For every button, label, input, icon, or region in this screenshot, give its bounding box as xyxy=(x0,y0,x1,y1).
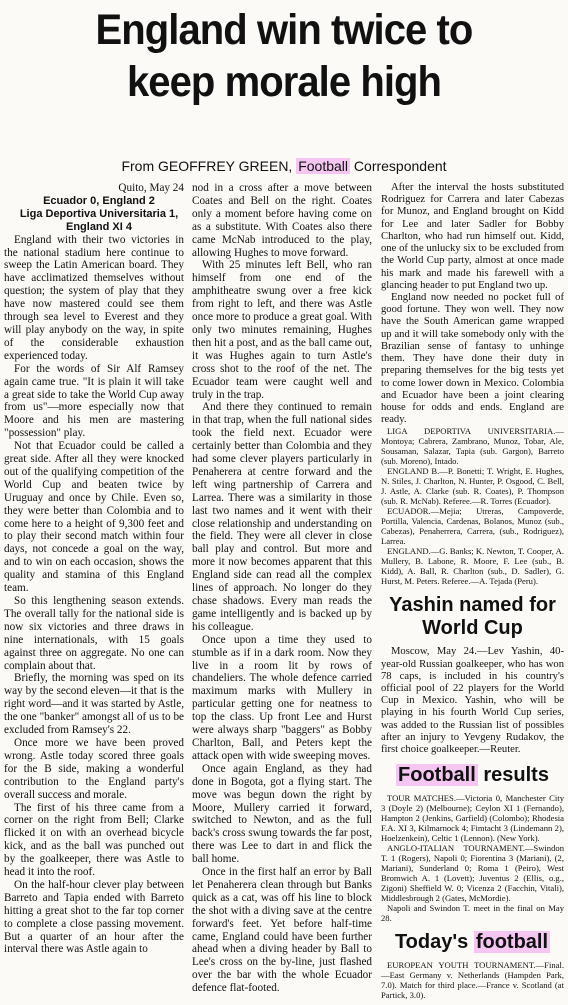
lineup: LIGA DEPORTIVA UNIVERSITARIA.—Montoya; Cabrera, Zambrano, Munoz, Tobar, Ale, Sousaman, Salazar, Tapia (sub. Gargon), Barreto (sub. Moreno), Intado. xyxy=(381,426,564,467)
yashin-title-1: Yashin named for xyxy=(389,594,556,617)
dateline: Quito, May 24 xyxy=(118,182,184,194)
paragraph: Briefly, the morning was sped on its way by the second eleven—it that is the right word—and it was started by Astle, the one "banker" amongst all of us to be excluded from Ramsey's 22. xyxy=(4,672,184,737)
score-line-2: Liga Deportiva Universitaria 1, xyxy=(19,207,179,220)
results-highlight: Football xyxy=(398,764,476,787)
yashin-text: Moscow, May 24.—Lev Yashin, 40-year-old Russian goalkeeper, who has won 78 caps, is included in his country's official pool of 22 players for the World Cup in Mexico. Yashin, who will be playing in his fourth World Cup series, was added to the Russian list of possibles after an injury to Yevgeny Rudakov, the first choice goalkeeper.—Reuter. xyxy=(381,646,564,756)
lineup: ECUADOR.—Mejia; Utreras, Campoverde, Portilla, Valencia, Cardenas, Bolanos, Munoz (sub., Cabezas), Penaherrera, Carrera, (sub., Rodriguez), Larrea. xyxy=(381,506,564,547)
headline-line-2: keep morale high xyxy=(126,58,442,106)
results-paragraph: Napoli and Swindon T. meet in the final on May 28. xyxy=(381,903,564,924)
paragraph: With 25 minutes left Bell, who ran himself from one end of the amphitheatre swung over a free kick from right to left, and there was Astle once more to produce a great goal. With only two minutes remaining, Hughes then hit a post, and as the ball came out, it was Hughes again to turn Astle's cross shot to the roof of the net. The Ecuador team were caught well and truly in the trap. xyxy=(192,259,372,401)
byline xyxy=(0,158,568,174)
score-line-1: Ecuador 0, England 2 xyxy=(43,194,155,207)
score-line-3: England XI 4 xyxy=(65,220,132,233)
paragraph: Once in the first half an error by Ball let Penaherera clean through but Banks quick as a cat, was off his line to block the shot with a diving save at the centre forward's feet. Yet before half-time came, England could have been further ahead when a diving header by Ball to Lee's cross on the by-line, just flashed over the bar with the whole Ecuador defence flat-footed. xyxy=(192,866,372,995)
yashin-heading xyxy=(381,594,564,640)
headline-line-1: England win twice to xyxy=(95,6,473,54)
lineup: ENGLAND.—G. Banks; K. Newton, T. Cooper, A. Mullery, B. Labone, R. Moore, F. Lee (sub., B. Kidd), A. Ball, R. Charlton (sub., D. Sadler), G. Hurst, M. Peters. Referee.—A. Tejada (Peru). xyxy=(381,546,564,587)
paragraph: For the words of Sir Alf Ramsey again came true. "It is plain it will take a great side to take the World Cup away from us"—more especially now that Moore and his men are mastering "possession" play. xyxy=(4,362,184,440)
results-suffix: results xyxy=(483,764,549,787)
paragraph: So this lengthening season extends. The overall tally for the national side is now six victories and three draws in nine internationals, with 15 goals against three on aggregate. No one can complain about that. xyxy=(4,595,184,672)
paragraph: England now needed no pocket full of good fortune. They won well. They now have the South American game wrapped up and it will take somebody only with the Brazilian sense of fantasy to unhinge them. They have done their duty in preparing themselves for the big tests yet to come lower down in Mexico. Colombia and Ecuador have been a joint clearing house for odds and ends. England are ready. xyxy=(381,291,564,426)
lineups xyxy=(381,426,564,586)
today-heading xyxy=(381,931,564,954)
yashin-title-2: World Cup xyxy=(422,617,523,640)
paragraph: On the half-hour clever play between Barreto and Tapia ended with Barreto hitting a great shot to the far top corner to complete a close passing movement. But a quarter of an hour after the interval there was Astle again to xyxy=(4,878,184,956)
today-highlight: football xyxy=(475,931,549,954)
results-heading xyxy=(381,764,564,787)
today-prefix: Today's xyxy=(394,931,469,954)
today-paragraph: EUROPEAN YOUTH TOURNAMENT.—Final.—East Germany v. Netherlands (Hampden Park, 7.0). Match for third place.—France v. Scotland (at Partick, 3.0). xyxy=(381,960,564,1001)
paragraph: And there they continued to remain in that trap, when the full national sides took the field next. Ecuador were certainly better than Colombia and they had some clever players particularly in Penaherera at centre forward and the left wing partnership of Carrera and Larrea. There was a similarity in those last two names and it went with their close relationship and understanding on the field. They were all clever in close ball play and control. But more and more it now becomes apparent that this England side can read all the complex lines of approach. No longer do they chase shadows. Every man reads the game intelligently and is backed up by his colleague. xyxy=(192,401,372,633)
results-paragraph: ANGLO-ITALIAN TOURNAMENT.—Swindon T. 1 (Rogers), Napoli 0; Fiorentina 3 (Mariani), (2, Mariani), Sunderland 0; Roma 1 (Peiro), West Bromwich A. 1 (Lovett); Juventus 2 (Ellis, o.g., Zigoni) Sheffield W. 0; Vicenza 2 (Facchin, Vitali), Middlesbrough 2 (Gates, McMordie). xyxy=(381,843,564,904)
paragraph: England with their two victories in the national stadium here continue to sweep the Latin American board. They have acclimatized themselves without question; the system of play that they have now mastered could see them through sea level to Everest and they will play anybody on the way, in spite of the considerable exhaustion experienced today. xyxy=(4,233,184,362)
paragraph: Once again England, as they had done in Bogota, got a flying start. The move was begun down the right by Moore, Mullery carried it forward, switched to Newton, and as the full back's cross swung towards the far post, there was Lee to dart in and flick the ball home. xyxy=(192,762,372,866)
paragraph: After the interval the hosts substituted Rodriguez for Carrera and later Cabezas for Munoz, and England brought on Kidd for Lee and later Sadler for Bobby Charlton, who had run himself out. Kidd, one of the unlucky six to be excluded from the World Cup party, almost at once made his mark and made his farewell with a glancing header to put England two up. xyxy=(381,182,564,291)
paragraph: Once more we have been proved wrong. Astle today scored three goals for the B side, making a wonderful contribution to the England party's overall success and morale. xyxy=(4,736,184,801)
lineup: ENGLAND B.—P. Bonetti; T. Wright, E. Hughes, N. Stiles, J. Charlton, N. Hunter, P. Osgood, C. Bell, J. Astle, A. Clarke (sub. R. Coates), P. Thompson (sub. R. McNab). Referee.—R. Torres (Ecuador). xyxy=(381,466,564,507)
paragraph: The first of his three came from a corner on the right from Bell; Clarke flicked it on with an overhead bicycle kick, and as the ball was punched out by the goalkeeper, there was Astle to head it into the roof. xyxy=(4,801,184,879)
byline-suffix: Correspondent xyxy=(353,158,447,174)
byline-highlight: Football xyxy=(298,158,349,174)
column-2 xyxy=(192,182,372,995)
results-paragraph: TOUR MATCHES.—Victoria 0, Manchester City 3 (Doyle 2) (Melbourne); Ceylon XI 1 (Fernando), Hampton 2 (Jenkins, Garfield) (Colombo); Rhodesia F.A. XI 3, Kilmarnock 4; Fimtacht 3 (Lindemann 2), Hoelzenkein), Celtic 1 (Lennon). (New York). xyxy=(381,793,564,844)
paragraph: Not that Ecuador could be called a great side. After all they were knocked out of the qualifying competition of the World Cup and beaten twice by Uruguay and once by Chile. Even so, they were better than Colombia and to come here to a height of 9,300 feet and to play their second match within four days, not concede a goal on the way, and to win on each occasion, shows the quality and stamina of this England team. xyxy=(4,440,184,595)
results-text xyxy=(381,793,564,923)
column-1 xyxy=(4,182,184,956)
byline-prefix: From GEOFFREY GREEN, xyxy=(121,158,293,174)
column-3 xyxy=(381,182,564,1000)
paragraph: Once upon a time they used to stumble as if in a dark room. Now they live in a room lit by rows of chandeliers. The whole defence carried maximum marks with Mullery in particular getting one for neatness to top the class. Up front Lee and Hurst were always sharp "baggers" as Bobby Charlton, Ball, and Peters kept the attack open with wide sweeping moves. xyxy=(192,633,372,762)
paragraph: nod in a cross after a move between Coates and Bell on the right. Coates only a moment before having come on as a substitute. With Coates also there came McNab introduced to the play, allowing Hughes to move forward. xyxy=(192,182,372,259)
headline xyxy=(20,4,548,108)
today-text xyxy=(381,960,564,1000)
